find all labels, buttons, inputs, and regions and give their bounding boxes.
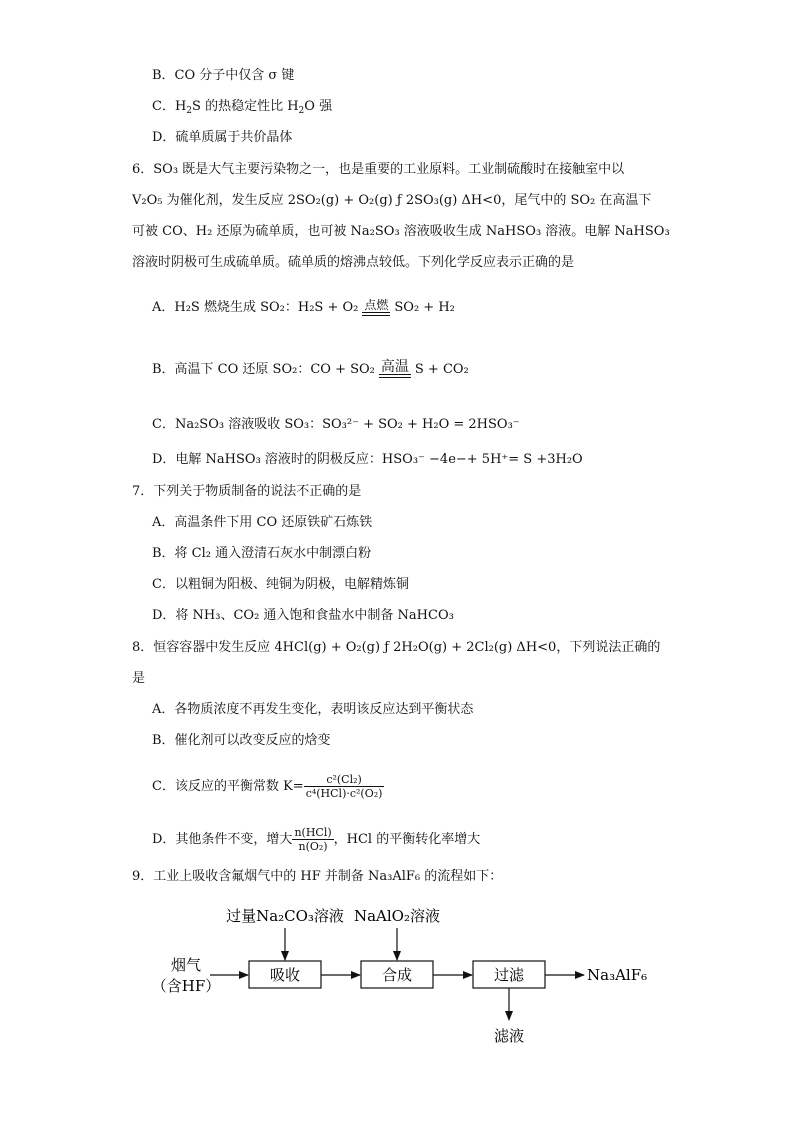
product-label: Na₃AlF₆ — [587, 966, 648, 984]
q8-option-c-text: C．该反应的平衡常数 K= — [152, 779, 304, 794]
q9-stem: 9．工业上吸收含氟烟气中的 HF 并制备 Na₃AlF₆ 的流程如下： — [132, 869, 503, 884]
reagent-sodium-carbonate-label: 过量Na₂CO₃溶液 — [226, 907, 344, 925]
q5-option-c-part2: S 的热稳定性比 H — [192, 99, 299, 114]
q8-option-d-text: D．其他条件不变，增大 — [152, 832, 293, 847]
q5-option-d: D．硫单质属于共价晶体 — [152, 130, 293, 145]
reagent-sodium-aluminate-label: NaAlO₂溶液 — [353, 907, 441, 925]
feed-hf-label: （含HF） — [151, 977, 221, 995]
q7-stem: 7．下列关于物质制备的说法不正确的是 — [132, 484, 362, 499]
step-absorb-label: 吸收 — [269, 966, 301, 984]
q7-option-a: A．高温条件下用 CO 还原铁矿石炼铁 — [152, 515, 373, 530]
feed-flue-gas-label: 烟气 — [170, 956, 202, 974]
q5-option-b: B．CO 分子中仅含 σ 键 — [152, 68, 295, 83]
q8-option-b: B．催化剂可以改变反应的焓变 — [152, 733, 331, 748]
q7-option-c: C．以粗铜为阳极、纯铜为阴极，电解精炼铜 — [152, 577, 409, 592]
q6-option-a-product: SO₂ + H₂ — [394, 300, 455, 315]
mole-ratio-fraction: $\frac{\text{n(HCl)}}{\text{n(O₂)}}$ — [294, 826, 332, 853]
q6-option-c: C．Na₂SO₃ 溶液吸收 SO₃：SO₃²⁻ + SO₂ + H₂O = 2HSO₃⁻ — [152, 417, 520, 432]
q5-option-c: C．$H_2S$ 的热稳定性比 $H_2O$ 强 — [152, 99, 333, 116]
q8-stem-line1: 8．恒容容器中发生反应 4HCl(g) + O₂(g) ƒ 2H₂O(g) + 2Cl₂(g) ΔH<0，下列说法正确的 — [132, 640, 661, 655]
q6-stem-line4: 溶液时阴极可生成硫单质。硫单质的熔沸点较低。下列化学反应表示正确的是 — [132, 255, 575, 270]
q5-option-c-part3: O 强 — [304, 99, 333, 114]
q6-option-b-text: B．高温下 CO 还原 SO₂：CO + SO₂ — [152, 362, 375, 377]
q7-option-d: D．将 NH₃、CO₂ 通入饱和食盐水中制备 NaHCO₃ — [152, 608, 454, 623]
equilibrium-constant-fraction: $\frac{\text{c²(Cl₂)}}{\text{c⁴(HCl)·c²(O₂)}}$ — [305, 773, 383, 800]
q6-stem-line1: 6．SO₃ 既是大气主要污染物之一，也是重要的工业原料。工业制硫酸时在接触室中以 — [132, 162, 625, 177]
q5-option-c-part1: C．H — [152, 99, 187, 114]
q6-stem-line3: 可被 CO、H₂ 还原为硫单质，也可被 Na₂SO₃ 溶液吸收生成 NaHSO₃ 溶液。电解 NaHSO₃ — [132, 224, 670, 239]
filtrate-label: 滤液 — [493, 1027, 525, 1045]
step-synthesis-label: 合成 — [381, 966, 413, 984]
q7-option-b: B．将 Cl₂ 通入澄清石灰水中制漂白粉 — [152, 546, 372, 561]
q6-stem-line2: V₂O₅ 为催化剂，发生反应 2SO₂(g) + O₂(g) ƒ 2SO₃(g) ΔH<0，尾气中的 SO₂ 在高温下 — [132, 193, 652, 208]
reaction-condition: 高温 — [379, 361, 411, 378]
q8-option-d-suffix: ，HCl 的平衡转化率增大 — [333, 832, 481, 847]
q8-stem-line2: 是 — [132, 671, 146, 686]
q6-option-b-product: S + CO₂ — [414, 362, 469, 377]
step-filter-label: 过滤 — [493, 966, 525, 984]
q8-option-a: A．各物质浓度不再发生变化，表明该反应达到平衡状态 — [152, 702, 474, 717]
q6-option-d: D．电解 NaHSO₃ 溶液时的阴极反应：HSO₃⁻ −4e−+ 5H⁺= S +3H₂O — [152, 452, 583, 467]
q6-option-a-text: A．H₂S 燃烧生成 SO₂：H₂S + O₂ — [152, 300, 359, 315]
reaction-condition: 点燃 — [362, 299, 390, 316]
